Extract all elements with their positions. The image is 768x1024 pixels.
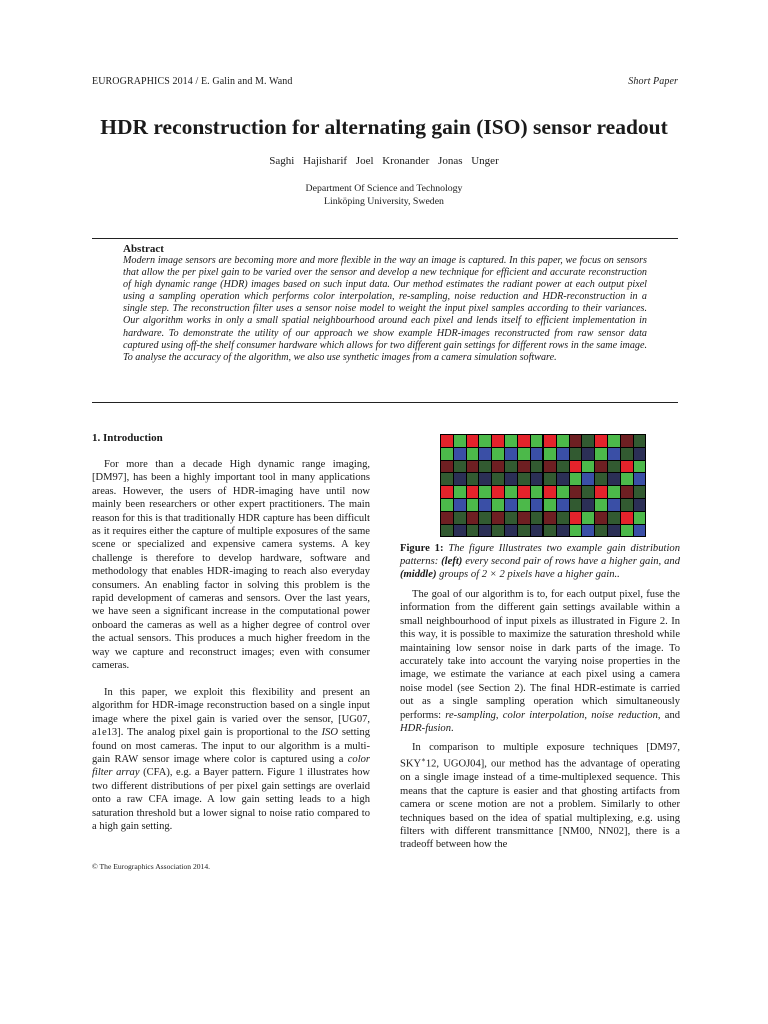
middle-cfa-cell [582,486,594,498]
middle-cfa-cell [570,499,582,511]
middle-cfa-cell [570,448,582,460]
left-cfa-cell [531,448,543,460]
middle-cfa-cell [544,525,556,537]
middle-cfa-cell [621,473,633,485]
left-cfa-cell [518,461,530,473]
p2-cfa: color filter array [92,754,370,779]
left-cfa-cell [505,525,517,537]
paper-title: HDR reconstruction for alternating gain (ISO) sensor readout [100,115,668,139]
left-cfa-cell [479,473,491,485]
middle-cfa-cell [557,525,569,537]
left-cfa-cell [479,512,491,524]
left-cfa-cell [531,461,543,473]
left-cfa-cell [492,461,504,473]
middle-cfa-cell [608,499,620,511]
middle-cfa-cell [544,461,556,473]
left-cfa-cell [492,486,504,498]
middle-cfa-cell [634,525,646,537]
p4-text-a: In comparison to multiple exposure techniques [DM97, SKY [400,742,680,770]
left-cfa-cell [454,486,466,498]
left-cfa-cell [454,525,466,537]
left-cfa-cell [467,486,479,498]
middle-cfa-cell [570,435,582,447]
figure-1-caption [400,542,680,582]
left-cfa-cell [505,448,517,460]
middle-cfa-cell [621,525,633,537]
left-cfa-cell [467,473,479,485]
middle-cfa-cell [557,473,569,485]
p2-text-c: (CFA), e.g. a Bayer pattern. Figure 1 illustrates how two different distributions of per pixel gain settings are overlaid onto a raw CFA image. A low gain setting leads to a high saturation threshold but a lower signal to noise ratio compared to a high gain setting. [92,767,370,833]
left-cfa-cell [441,461,453,473]
left-cfa-cell [531,435,543,447]
figure-1-label: Figure 1: [400,543,444,554]
middle-cfa-cell [634,499,646,511]
left-cfa-cell [479,486,491,498]
middle-cfa-cell [582,461,594,473]
middle-cfa-cell [557,512,569,524]
left-cfa-cell [441,499,453,511]
left-cfa-cell [518,473,530,485]
left-cfa-cell [492,512,504,524]
left-cfa-cell [479,499,491,511]
left-cfa-cell [479,461,491,473]
middle-cfa-cell [570,461,582,473]
left-cfa-cell [531,473,543,485]
left-cfa-cell [479,435,491,447]
left-cfa-cell [454,512,466,524]
middle-cfa-cell [621,435,633,447]
left-cfa-cell [492,473,504,485]
middle-cfa-cell [544,499,556,511]
middle-cfa-cell [595,461,607,473]
middle-cfa-cell [557,448,569,460]
running-header-left: EUROGRAPHICS 2014 / E. Galin and M. Wand [92,76,293,87]
abstract-heading: Abstract [123,243,164,255]
left-cfa-cell [441,512,453,524]
left-cfa-cell [505,435,517,447]
figure-1-middle-gain-pattern [543,434,646,537]
p3-color-interpolation: color interpolation [502,709,585,721]
middle-cfa-cell [608,512,620,524]
middle-cfa-cell [595,512,607,524]
left-cfa-cell [492,448,504,460]
left-cfa-cell [454,499,466,511]
left-cfa-cell [492,435,504,447]
left-cfa-cell [467,499,479,511]
affiliation [0,182,768,208]
left-cfa-cell [467,461,479,473]
left-cfa-cell [454,473,466,485]
p3-noise-reduction: noise reduction [591,709,658,721]
affiliation-line-2: Linköping University, Sweden [324,196,444,207]
middle-cfa-cell [595,473,607,485]
left-cfa-cell [505,499,517,511]
left-cfa-cell [441,473,453,485]
copyright-footer: © The Eurographics Association 2014. [92,862,211,871]
left-cfa-cell [467,512,479,524]
left-cfa-cell [518,499,530,511]
middle-cfa-cell [544,435,556,447]
middle-cfa-cell [621,461,633,473]
p3-text-a: The goal of our algorithm is to, for each output pixel, fuse the information from the different gain settings available within a small neighbourhood of input pixels as illustrated in Figure 2. In this way, it is possible to maximize the saturation threshold while maintaining low sensor noise in dark parts of the image. To accurately take into account the varying noise properties in the image, we estimate the variance at each pixel using a camera noise model (see Section 2). The final HDR-estimate is carried out as a single sampling operation which simultaneously performs: [400,589,680,721]
left-cfa-cell [531,499,543,511]
left-cfa-cell [441,435,453,447]
caption-text-c: groups of 2 × 2 pixels have a higher gain.. [436,569,620,581]
p3-resampling: re-sampling [445,709,496,721]
middle-cfa-cell [608,435,620,447]
p2-text-a: In this paper, we exploit this flexibility and present an algorithm for HDR-image reconstruction based on a single input image where the pixel gain is varied over the sensor, [UG07, a1e13]. The analog pixel gain is proportional to the [92,687,370,739]
middle-cfa-cell [595,486,607,498]
middle-cfa-cell [557,461,569,473]
p4-text-b: 12, UGOJ04], our method has the advantage of operating on a single image instead of a time-multiplexed sequence. This means that the capture is easier and that ghosting artifacts from camera or scene motion are not a problem. Similarly to other techniques based on the idea of spatial multiplexing, e.g. using filters with different transmittance [NM00, NN02], there is a tradeoff between how the [400,758,680,851]
left-cfa-cell [479,448,491,460]
middle-cfa-cell [621,499,633,511]
middle-cfa-cell [595,435,607,447]
middle-cfa-cell [608,473,620,485]
left-cfa-cell [454,448,466,460]
intro-paragraph-2 [92,686,370,833]
middle-cfa-cell [621,486,633,498]
left-cfa-cell [518,512,530,524]
abstract-text: Modern image sensors are becoming more and more flexible in the way an image is captured. In this paper, we focus on sensors that allow the per pixel gain to be varied over the sensor and develop a new technique for efficient and accurate reconstruction of high dynamic range (HDR) images based on such input data. Our method estimates the radiant power at each output pixel using a sampling operation which performs color interpolation, re-sampling, noise reduction and HDR-reconstruction in a single step. The reconstruction filter uses a sensor noise model to weight the input pixel samples according to their variances. Our algorithm works in only a small spatial neighbourhood around each pixel and lends itself to efficient implementation in hardware. To demonstrate the utility of our approach we show example HDR-images reconstructed from raw sensor data captured using off-the shelf consumer hardware which allows for two different gain settings for different rows in the same image. To analyse the accuracy of the algorithm, we also use synthetic images from a camera simulation software. [123,255,647,363]
left-cfa-cell [492,525,504,537]
middle-cfa-cell [570,473,582,485]
middle-cfa-cell [608,525,620,537]
caption-left: (left) [441,556,463,568]
middle-cfa-cell [582,435,594,447]
middle-cfa-cell [621,512,633,524]
middle-cfa-cell [582,448,594,460]
left-cfa-cell [518,435,530,447]
middle-cfa-cell [544,512,556,524]
middle-cfa-cell [608,448,620,460]
abstract-bottom-rule [92,402,678,403]
left-cfa-cell [441,525,453,537]
affiliation-line-1: Department Of Science and Technology [305,183,463,194]
middle-cfa-cell [634,473,646,485]
middle-cfa-cell [595,448,607,460]
left-cfa-cell [454,435,466,447]
middle-cfa-cell [582,525,594,537]
caption-middle: (middle) [400,569,437,581]
middle-cfa-cell [570,486,582,498]
left-cfa-cell [441,448,453,460]
left-cfa-cell [467,525,479,537]
left-cfa-cell [531,512,543,524]
left-cfa-cell [505,512,517,524]
middle-cfa-cell [621,448,633,460]
intro-paragraph-4 [400,741,680,852]
middle-cfa-cell [608,486,620,498]
middle-cfa-cell [634,512,646,524]
middle-cfa-cell [557,435,569,447]
p2-text-b: setting found on most cameras. The input to our algorithm is a multi-gain RAW sensor image where color is captured using a [92,727,371,766]
intro-paragraph-3: The goal of our algorithm is to, for each output pixel, fuse the information from the different gain settings available within a small neighbourhood of input pixels as illustrated in Figure 2. In this way, it is possible to maximize the saturation threshold while maintaining low sensor noise in dark parts of the image. To accurately take into account the varying noise properties in the image, we estimate the variance at each pixel using a camera noise model (see Section 2). The final HDR-estimate is carried out as a single sampling operation which simultaneously performs: re-sampling, color interpolation, noise reduction, and HDR-fusion. [400,589,680,735]
left-cfa-cell [505,486,517,498]
p2-iso: ISO [321,727,339,739]
abstract-top-rule [92,238,678,239]
authors: Saghi Hajisharif Joel Kronander Jonas Unger [269,155,499,167]
intro-paragraph-1 [92,458,370,673]
left-cfa-cell [467,448,479,460]
middle-cfa-cell [634,435,646,447]
figure-1-left-gain-pattern [440,434,543,537]
running-header-right: Short Paper [628,76,678,87]
intro-paragraph-1-text: For more than a decade High dynamic range imaging, [DM97], has been a highly important tool in many applications areas. However, the users of HDR-imaging have until now mainly been researchers or other expert practitioners. The main reason for this is that traditionally HDR capture has been difficult as it requires either the capture of multiple exposures of the same scene or specialized and expensive camera systems. A key challenge is therefore to develop hardware, software and methodology that enables HDR-imaging to reach also everyday consumers. An enabling factor in solving this problem is the rapid development of cameras and sensors. Over the last years, we have seen a significant increase in the computational power onboard the cameras as well as a higher degree of control over the actual sensors. This produces a much higher freedom in the way we capture and reconstruct images; even with consumer cameras. [92,459,370,672]
middle-cfa-cell [582,512,594,524]
section-heading-introduction: 1. Introduction [92,432,163,444]
left-cfa-cell [467,435,479,447]
left-cfa-cell [531,525,543,537]
caption-text-a: The figure Illustrates two example gain distribution patterns: [400,543,680,568]
left-cfa-cell [441,486,453,498]
middle-cfa-cell [557,499,569,511]
middle-cfa-cell [634,448,646,460]
middle-cfa-cell [544,486,556,498]
caption-text-b: every second pair of rows have a higher gain, and [462,556,680,568]
middle-cfa-cell [634,461,646,473]
left-cfa-cell [492,499,504,511]
middle-cfa-cell [608,461,620,473]
left-cfa-cell [518,486,530,498]
middle-cfa-cell [595,499,607,511]
left-cfa-cell [518,448,530,460]
middle-cfa-cell [544,473,556,485]
left-cfa-cell [479,525,491,537]
middle-cfa-cell [582,499,594,511]
left-cfa-cell [505,473,517,485]
p3-hdr-fusion: HDR-fusion [400,723,451,735]
p4-sup: ∗ [421,756,426,765]
middle-cfa-cell [582,473,594,485]
left-cfa-cell [531,486,543,498]
left-cfa-cell [505,461,517,473]
middle-cfa-cell [557,486,569,498]
left-cfa-cell [454,461,466,473]
middle-cfa-cell [570,525,582,537]
middle-cfa-cell [570,512,582,524]
middle-cfa-cell [634,486,646,498]
middle-cfa-cell [595,525,607,537]
left-cfa-cell [518,525,530,537]
middle-cfa-cell [544,448,556,460]
